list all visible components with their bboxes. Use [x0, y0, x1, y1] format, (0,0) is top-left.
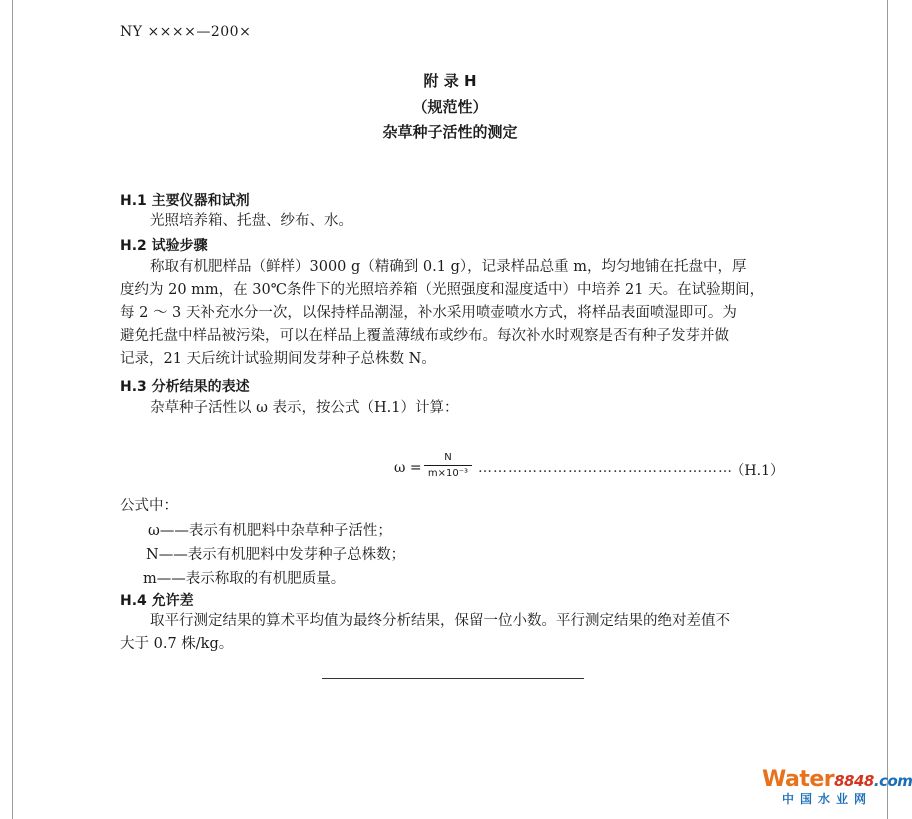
section-h3-heading: H.3 分析结果的表述	[120, 379, 250, 395]
section-h2-line: 每 2 ～ 3 天补充水分一次，以保持样品潮湿，补水采用喷壶喷水方式，将样品表面喷湿即可。为	[120, 305, 737, 321]
formula-where-label: 公式中：	[120, 498, 178, 514]
formula-legend-item: ω——表示有机肥料中杂草种子活性；	[148, 523, 392, 539]
section-h2-line: 度约为 20 mm，在 30℃条件下的光照培养箱（光照强度和湿度适中）中培养 21 天。在试验期间，	[120, 282, 765, 298]
formula-number: （H.1）	[730, 463, 784, 479]
section-h3-intro: 杂草种子活性以 ω 表示，按公式（H.1）计算：	[150, 400, 459, 416]
formula-leader-dots: ……………………………………………	[478, 460, 733, 476]
watermark-logo	[762, 767, 912, 792]
section-h2-body	[120, 256, 792, 371]
formula-denominator: m×10⁻³	[427, 468, 469, 479]
annex-title: 附 录 H	[423, 72, 477, 90]
section-h4-line: 取平行测定结果的算术平均值为最终分析结果，保留一位小数。平行测定结果的绝对差值不	[150, 613, 730, 629]
section-h2-line: 称取有机肥样品（鲜样）3000 g（精确到 0.1 g），记录样品总重 m，均匀地铺在托盘中，厚	[150, 259, 747, 275]
site-watermark	[762, 767, 912, 807]
annex-subject: 杂草种子活性的测定	[382, 123, 518, 141]
end-rule	[322, 678, 584, 679]
formula-lhs: ω =	[394, 460, 422, 476]
section-h1-body: 光照培养箱、托盘、纱布、水。	[150, 213, 353, 229]
section-h2-line: 记录，21 天后统计试验期间发芽种子总株数 N。	[120, 351, 436, 367]
document-code: NY ××××—200×	[120, 24, 252, 40]
formula-numerator: N	[424, 452, 472, 466]
section-h4-line: 大于 0.7 株/kg。	[120, 636, 234, 652]
section-h4-body	[120, 610, 792, 656]
formula-h1	[390, 452, 790, 492]
formula-fraction	[424, 452, 472, 479]
watermark-logo-domain: .com	[873, 772, 912, 790]
section-h2-heading: H.2 试验步骤	[120, 238, 208, 254]
formula-legend-item: m——表示称取的有机肥质量。	[143, 571, 346, 587]
section-h2-line: 避免托盘中样品被污染，可以在样品上覆盖薄绒布或纱布。每次补水时观察是否有种子发芽并做	[120, 328, 729, 344]
section-h1-heading: H.1 主要仪器和试剂	[120, 193, 250, 209]
formula-legend-item: N——表示有机肥料中发芽种子总株数；	[146, 547, 406, 563]
watermark-logo-word: Water	[762, 767, 835, 792]
watermark-logo-number: 8848	[834, 772, 874, 790]
annex-nature: （规范性）	[412, 98, 488, 116]
section-h4-heading: H.4 允许差	[120, 593, 194, 609]
watermark-subtitle: 中国水业网	[781, 792, 872, 806]
